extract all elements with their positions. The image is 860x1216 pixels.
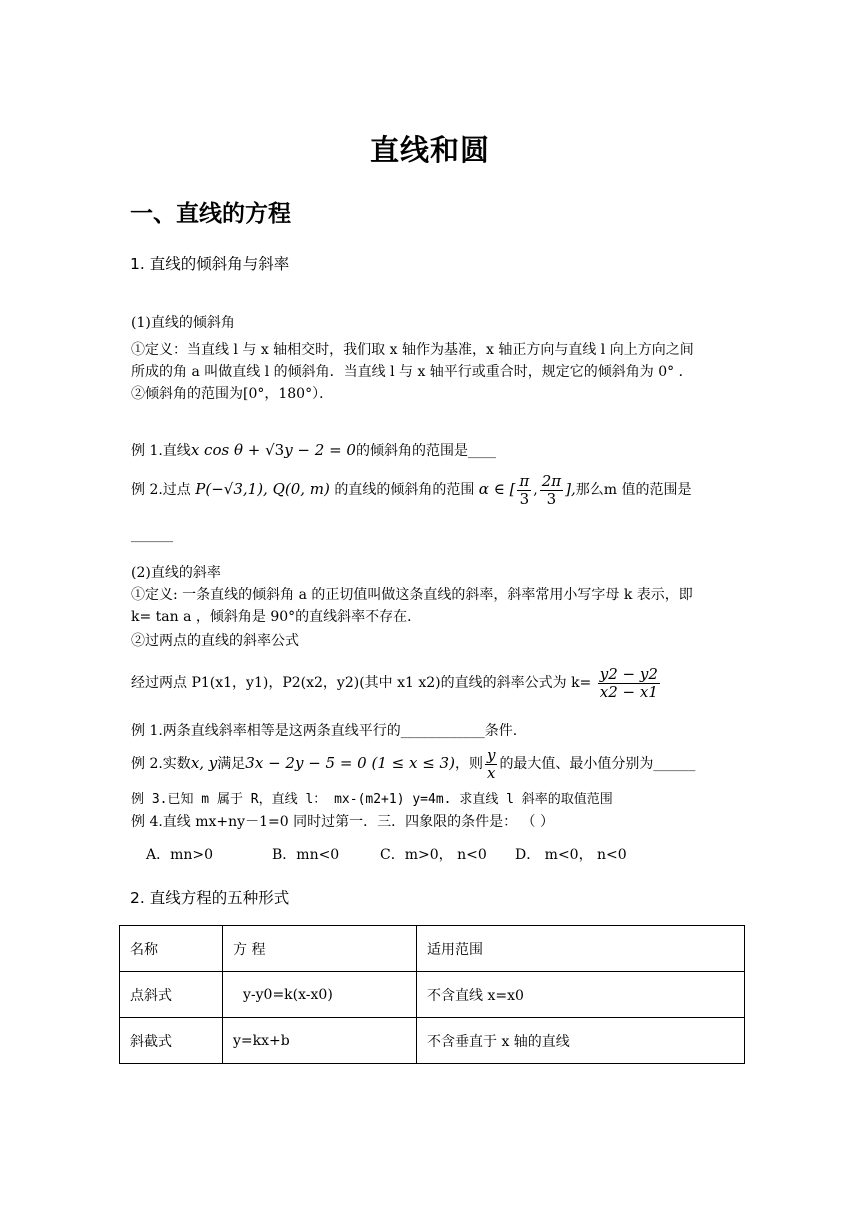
fraction-num: 2π: [541, 471, 562, 490]
definition-line: ①定义：当直线 l 与 x 轴相交时，我们取 x 轴作为基准，x 轴正方向与直线 l 向上方向之间: [131, 342, 694, 358]
example-text: 的倾斜角的范围是____: [355, 443, 496, 459]
table-header-row: [120, 926, 745, 972]
example-6: 例 4.直线 mx+ny－1=0 同时过第一．三．四象限的条件是： （ ）: [131, 814, 554, 830]
math-expr: x cos θ +: [190, 441, 266, 459]
example-1: [131, 440, 496, 461]
table-cell: y=kx+b: [223, 1018, 417, 1064]
table-header-cell: 适用范围: [417, 926, 745, 972]
math-expr: α ∈ [: [478, 480, 516, 498]
fraction-den: 3: [519, 489, 530, 508]
math-expr: 3x − 2y − 5 = 0 (1 ≤ x ≤ 3): [245, 754, 455, 772]
slope-formula: [131, 665, 662, 701]
example-label: 例 1.直线: [131, 443, 191, 459]
example-text: 的最大值、最小值分别为______: [499, 756, 696, 772]
table-cell: 不含垂直于 x 轴的直线: [417, 1018, 745, 1064]
option-b: B．mn<0: [272, 847, 340, 863]
section-heading: 一、直线的方程: [130, 201, 291, 227]
table-cell: y-y0=k(x-x0): [223, 972, 417, 1018]
fraction: [540, 473, 563, 508]
definition-line: k= tan a ，倾斜角是 90°的直线斜率不存在．: [131, 609, 422, 625]
math-expr: ],: [565, 480, 576, 498]
definition-line: 所成的角 a 叫做直线 l 的倾斜角．当直线 l 与 x 轴平行或重合时，规定它的倾斜角为 0° ．: [131, 364, 693, 380]
table-cell: 点斜式: [120, 972, 223, 1018]
forms-table: [119, 925, 745, 1064]
table-header-cell: 名称: [120, 926, 223, 972]
option-d: D． m<0， n<0: [515, 847, 627, 863]
formula-text: 经过两点 P1(x1，y1)，P2(x2，y2)(其中 x1 x2)的直线的斜率公式为 k=: [131, 675, 592, 691]
subsection-heading: 1. 直线的倾斜角与斜率: [130, 255, 290, 273]
example-label: 例 2.实数: [131, 756, 191, 772]
fraction-num: π: [519, 471, 530, 490]
example-2: 例 2.过点 P(−√3,1), Q(0, m) 的直线的倾斜角的范围 α ∈ [ $\frac{\pi}{3}$ , $\frac{2\pi}{3}$ ],那么m 值的范围是: [131, 471, 692, 508]
option-c: C．m>0， n<0: [380, 847, 487, 863]
example-4: [131, 745, 695, 782]
table-header-cell: 方 程: [223, 926, 417, 972]
example-text: 那么m 值的范围是: [575, 482, 692, 498]
fraction-den: x: [486, 763, 496, 782]
math-expr: x, y: [190, 754, 218, 772]
example-text: 满足: [217, 756, 246, 772]
math-expr: y − 2 = 0: [284, 441, 356, 459]
fraction: [517, 473, 531, 508]
paragraph-slope: (2)直线的斜率: [131, 565, 221, 581]
table-row: [120, 972, 745, 1018]
example-text: 的直线的倾斜角的范围: [334, 482, 475, 498]
paragraph-inclination: (1)直线的倾斜角: [131, 315, 235, 331]
range-line: ②倾斜角的范围为[0°，180°）．: [131, 386, 334, 402]
example-5: 例 3.已知 m 属于 R，直线 l： mx-(m2+1) y=4m. 求直线 l 斜率的取值范围: [131, 792, 613, 807]
table-cell: 斜截式: [120, 1018, 223, 1064]
example-text: ，则: [454, 756, 483, 772]
table-cell: 不含直线 x=x0: [417, 972, 745, 1018]
fraction-num: y: [486, 745, 496, 764]
fraction: [598, 666, 660, 701]
definition-line: ①定义: 一条直线的倾斜角 a 的正切值叫做这条直线的斜率，斜率常用小写字母 k 表示，即: [131, 587, 693, 603]
option-a: A．mn>0: [146, 847, 214, 863]
page-title: 直线和圆: [369, 133, 490, 167]
fraction-den: x2 − x1: [599, 682, 658, 701]
example-label: 例 2.过点: [131, 482, 191, 498]
math-expr: P(−√3,1), Q(0, m): [195, 480, 330, 498]
example-3: 例 1.两条直线斜率相等是这两条直线平行的____________条件.: [131, 723, 518, 739]
fraction-den: 3: [546, 489, 557, 508]
fraction: [485, 747, 497, 782]
answer-blank: ______: [131, 527, 173, 543]
subsection-heading: 2. 直线方程的五种形式: [130, 889, 290, 907]
fraction-num: y2 − y2: [599, 664, 658, 683]
two-point-heading: ②过两点的直线的斜率公式: [131, 633, 299, 649]
table-row: [120, 1018, 745, 1064]
sqrt-expr: √3: [265, 441, 285, 459]
